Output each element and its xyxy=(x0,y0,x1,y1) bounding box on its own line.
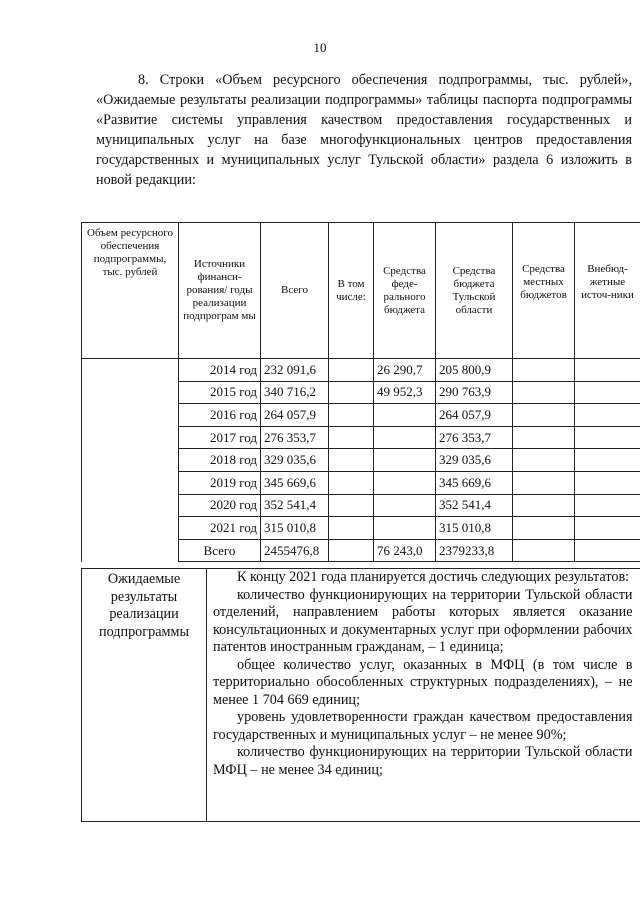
including-cell xyxy=(329,471,374,494)
extrabudget-cell xyxy=(575,494,640,517)
total-cell: 352 541,4 xyxy=(261,494,329,517)
extrabudget-cell xyxy=(575,517,640,540)
local-cell xyxy=(513,404,575,427)
total-cell: 315 010,8 xyxy=(261,517,329,540)
federal-cell xyxy=(374,517,436,540)
federal-cell: 26 290,7 xyxy=(374,359,436,382)
regional-cell: 315 010,8 xyxy=(436,517,513,540)
federal-cell xyxy=(374,404,436,427)
table-row xyxy=(82,404,640,427)
extrabudget-cell xyxy=(575,426,640,449)
results-body xyxy=(207,569,640,822)
results-paragraph: общее количество услуг, оказанных в МФЦ (в том числе в территориально обособленных структурных подразделениях), – не менее 1 704 669 единиц; xyxy=(213,656,633,708)
intro-paragraph: 8. Строки «Объем ресурсного обеспечения подпрограммы, тыс. рублей», «Ожидаемые результаты реализации подпрограммы» таблицы паспорта подпрограммы «Развитие системы управления качеством предоставления государственных и муниципальных услуг на базе многофункциональных центров предоставления государственных и муниципальных услуг Тульской области» раздела 6 изложить в новой редакции: xyxy=(96,72,632,188)
total-cell: 2455476,8 xyxy=(261,539,329,562)
local-cell xyxy=(513,359,575,382)
year-cell: Всего xyxy=(179,539,261,562)
row-label-cell xyxy=(82,517,179,540)
federal-cell xyxy=(374,426,436,449)
extrabudget-cell xyxy=(575,359,640,382)
year-cell: 2014 год xyxy=(179,359,261,382)
header-regional: Средства бюджета Тульской области xyxy=(436,223,513,359)
year-cell: 2019 год xyxy=(179,471,261,494)
header-federal: Средства феде-рального бюджета xyxy=(374,223,436,359)
table-row xyxy=(82,494,640,517)
local-cell xyxy=(513,517,575,540)
regional-cell: 345 669,6 xyxy=(436,471,513,494)
results-paragraph: К концу 2021 года планируется достичь следующих результатов: xyxy=(237,569,630,585)
total-cell: 232 091,6 xyxy=(261,359,329,382)
including-cell xyxy=(329,404,374,427)
regional-cell: 264 057,9 xyxy=(436,404,513,427)
resource-row-label: Объем ресурсного обеспечения подпрограммы, тыс. рублей xyxy=(82,223,179,359)
local-cell xyxy=(513,471,575,494)
local-cell xyxy=(513,539,575,562)
total-cell: 276 353,7 xyxy=(261,426,329,449)
regional-cell: 205 800,9 xyxy=(436,359,513,382)
results-paragraph: уровень удовлетворенности граждан качеством предоставления государственных и муниципальных услуг – не менее 90%; xyxy=(213,709,633,743)
table-row xyxy=(82,517,640,540)
including-cell xyxy=(329,426,374,449)
federal-cell xyxy=(374,471,436,494)
total-cell: 329 035,6 xyxy=(261,449,329,472)
federal-cell xyxy=(374,494,436,517)
row-label-cell xyxy=(82,494,179,517)
table-row xyxy=(82,426,640,449)
results-table xyxy=(81,568,640,822)
regional-cell: 2379233,8 xyxy=(436,539,513,562)
table-row xyxy=(82,359,640,382)
local-cell xyxy=(513,449,575,472)
table-row xyxy=(82,381,640,404)
table-row xyxy=(82,471,640,494)
total-cell: 264 057,9 xyxy=(261,404,329,427)
federal-cell xyxy=(374,449,436,472)
extrabudget-cell xyxy=(575,449,640,472)
including-cell xyxy=(329,494,374,517)
extrabudget-cell xyxy=(575,381,640,404)
year-cell: 2020 год xyxy=(179,494,261,517)
page-number: 10 xyxy=(313,40,327,55)
finance-table xyxy=(81,222,640,562)
row-label-cell xyxy=(82,539,179,562)
row-label-cell xyxy=(82,471,179,494)
year-cell: 2016 год xyxy=(179,404,261,427)
table-row xyxy=(82,539,640,562)
header-total: Всего xyxy=(261,223,329,359)
total-cell: 340 716,2 xyxy=(261,381,329,404)
results-label: Ожидаемые результаты реализации подпрограммы xyxy=(82,569,207,822)
regional-cell: 276 353,7 xyxy=(436,426,513,449)
regional-cell: 290 763,9 xyxy=(436,381,513,404)
including-cell xyxy=(329,381,374,404)
year-cell: 2018 год xyxy=(179,449,261,472)
including-cell xyxy=(329,449,374,472)
results-paragraph: количество функционирующих на территории Тульской области МФЦ – не менее 34 единиц; xyxy=(213,744,633,778)
results-paragraph: количество функционирующих на территории Тульской области отделений, направлением работы которых является оказание консультационных и документарных услуг при оформлении рабочих патентов иностранным гражданам, – 1 единица; xyxy=(213,586,633,655)
regional-cell: 352 541,4 xyxy=(436,494,513,517)
including-cell xyxy=(329,359,374,382)
row-label-cell xyxy=(82,404,179,427)
row-label-cell xyxy=(82,449,179,472)
header-including: В том числе: xyxy=(329,223,374,359)
year-cell: 2017 год xyxy=(179,426,261,449)
including-cell xyxy=(329,539,374,562)
header-sources: Источники финанси-рования/ годы реализации подпрограм мы xyxy=(179,223,261,359)
row-label-cell xyxy=(82,381,179,404)
total-cell: 345 669,6 xyxy=(261,471,329,494)
federal-cell: 76 243,0 xyxy=(374,539,436,562)
row-label-cell xyxy=(82,359,179,382)
extrabudget-cell xyxy=(575,404,640,427)
local-cell xyxy=(513,426,575,449)
year-cell: 2015 год xyxy=(179,381,261,404)
extrabudget-cell xyxy=(575,539,640,562)
federal-cell: 49 952,3 xyxy=(374,381,436,404)
extrabudget-cell xyxy=(575,471,640,494)
table-row xyxy=(82,449,640,472)
local-cell xyxy=(513,494,575,517)
row-label-cell xyxy=(82,426,179,449)
header-local: Средства местных бюджетов xyxy=(513,223,575,359)
including-cell xyxy=(329,517,374,540)
header-extrabudget: Внебюд-жетные источ-ники xyxy=(575,223,640,359)
regional-cell: 329 035,6 xyxy=(436,449,513,472)
local-cell xyxy=(513,381,575,404)
year-cell: 2021 год xyxy=(179,517,261,540)
finance-header-row xyxy=(82,223,640,359)
